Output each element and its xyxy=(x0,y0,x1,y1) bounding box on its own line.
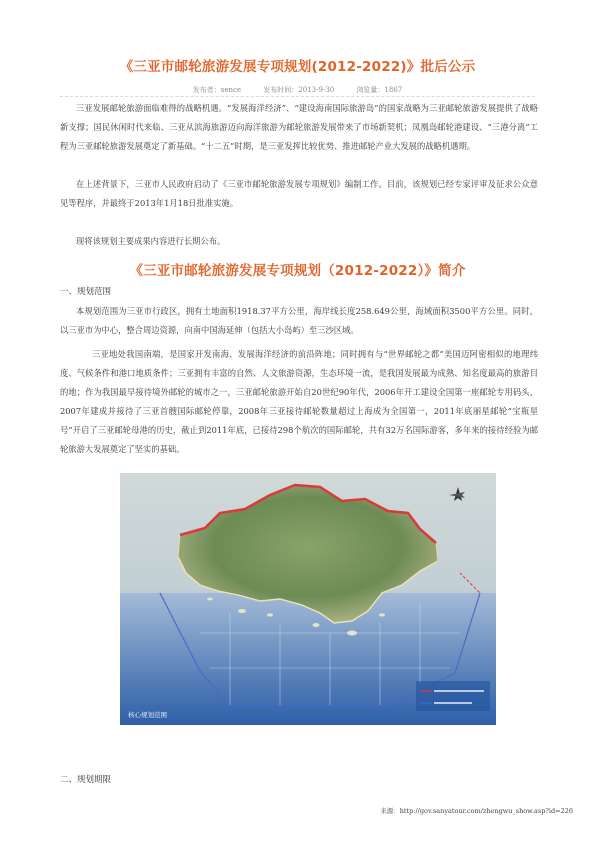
scope-paragraph-1: 本规划范围为三亚市行政区，拥有土地面积1918.37平方公里，海岸线长度258.649公里，海域面积3500平方公里。同时，以三亚市为中心，整合周边资源，向南中国海延伸（包括大小岛屿）至三沙区域。 xyxy=(60,306,538,335)
views-label: 浏览量：1867 xyxy=(356,86,403,94)
section-heading-scope: 一、规划范围 xyxy=(60,287,112,297)
notice-meta xyxy=(0,85,595,95)
author-label: 发布者：sence xyxy=(192,86,242,94)
intro-title: 《三亚市邮轮旅游发展专项规划（2012-2022）》简介 xyxy=(129,263,466,279)
notice-paragraph-2: 在上述背景下，三亚市人民政府启动了《三亚市邮轮旅游发展专项规划》编制工作。目前，该规划已经专家评审及征求公众意见等程序，并最终于2013年1月18日批准实施。 xyxy=(60,179,538,208)
date-label: 发布时间：2013-9-30 xyxy=(263,86,335,94)
notice-paragraph-1: 三亚发展邮轮旅游面临难得的战略机遇。“发展海洋经济”、“建设海南国际旅游岛”的国家战略为三亚邮轮旅游发展提供了战略新支撑；国民休闲时代来临、三亚从滨海旅游迈向海洋旅游为邮轮旅游发展带来了市场新契机；凤凰岛邮轮港建设、“三港分离”工程为三亚邮轮旅游发展奠定了新基础。“十二五”时期，是三亚发挥比较优势、推进邮轮产业大发展的战略机遇期。 xyxy=(60,103,538,151)
legend-box xyxy=(416,681,490,711)
map-caption: 核心规划范围 xyxy=(128,711,167,719)
map-graphic xyxy=(120,473,496,725)
scope-paragraph-2: 三亚地处我国南端，是国家开发南海、发展海洋经济的前沿阵地；同时拥有与“世界邮轮之都”美国迈阿密相似的地理纬度、气候条件和港口地质条件；三亚拥有丰富的自然、人文旅游资源，生态环境一流，是我国发展最为成熟、知名度最高的旅游目的地；作为我国最早接待境外邮轮的城市之一，三亚邮轮旅游开始自20世纪90年代，2006年开工建设全国第一座邮轮专用码头，2007年建成并接待了三亚首艘国际邮轮停靠，2008年三亚接待邮轮数量超过上海成为全国第一，2011年底丽星邮轮“宝瓶星号”开启了三亚邮轮母港的历史，截止到2011年底，已接待298个航次的国际邮轮，共有32万名国际游客，多年来的接待经验为邮轮旅游大发展奠定了坚实的基础。 xyxy=(60,349,538,454)
section-heading-period: 二、规划期限 xyxy=(60,775,112,785)
notice-title: 《三亚市邮轮旅游发展专项规划(2012-2022)》批后公示 xyxy=(119,59,476,75)
divider xyxy=(60,96,535,97)
notice-paragraph-3: 现将该规划主要成果内容进行长期公布。 xyxy=(76,236,226,246)
planning-area-map xyxy=(120,473,496,725)
source-link[interactable]: 来源：http://gov.sanyatour.com/zhengwu_show.asp?id=226 xyxy=(380,807,573,815)
